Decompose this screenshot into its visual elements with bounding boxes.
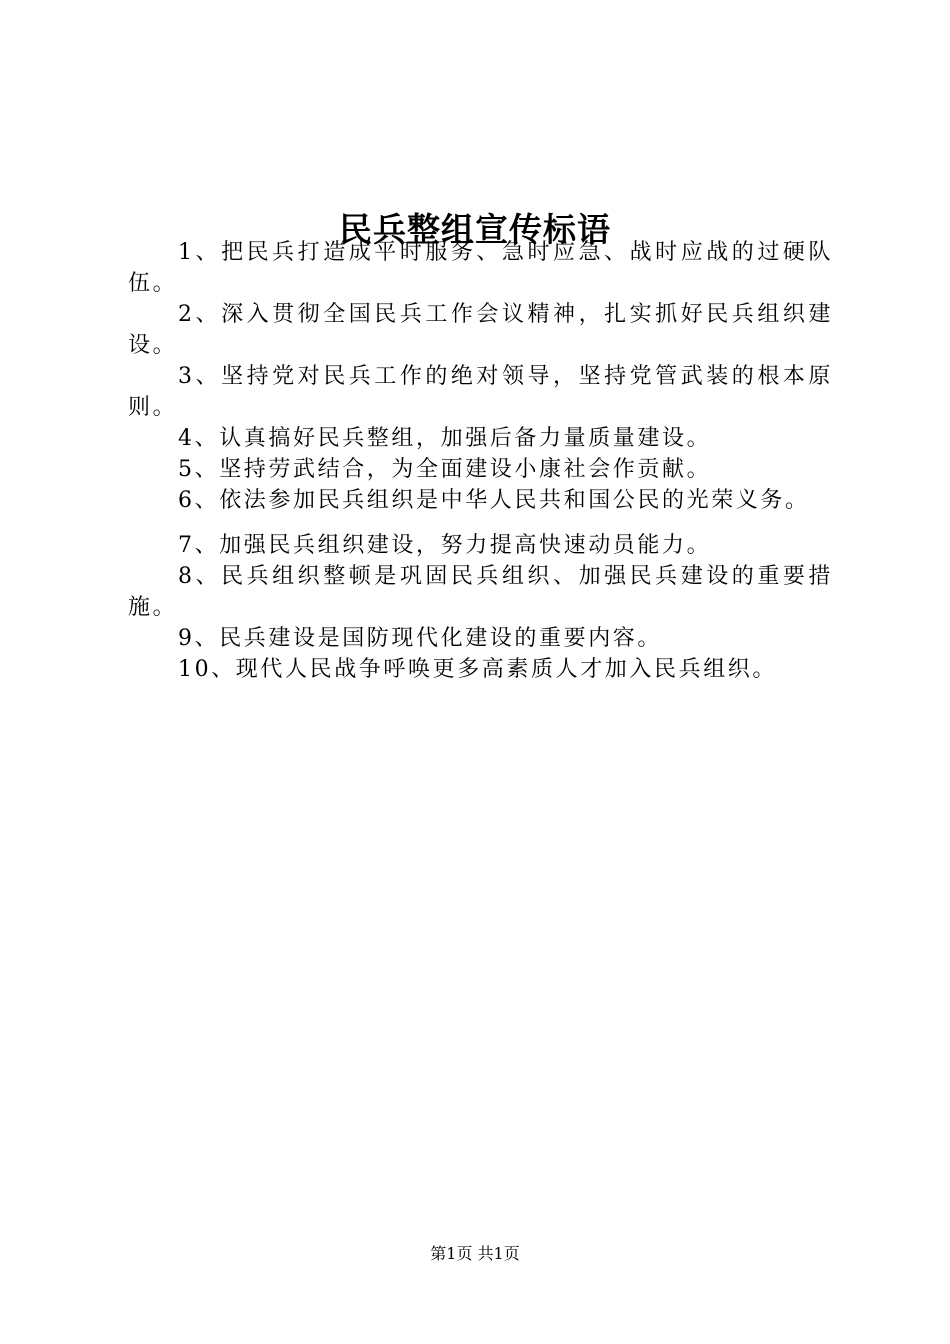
list-item: 8、民兵组织整顿是巩固民兵组织、加强民兵建设的重要措施。 [128, 564, 833, 620]
list-item: 10、现代人民战争呼唤更多高素质人才加入民兵组织。 [178, 657, 777, 682]
page-title: 民兵整组宣传标语 [339, 210, 611, 250]
list-item: 6、依法参加民兵组织是中华人民共和国公民的光荣义务。 [178, 488, 810, 513]
list-item: 9、民兵建设是国防现代化建设的重要内容。 [178, 626, 662, 651]
slogan-list [128, 237, 833, 685]
list-item: 7、加强民兵组织建设，努力提高快速动员能力。 [178, 533, 712, 558]
page-footer: 第1页 共1页 [430, 1244, 520, 1263]
list-item: 4、认真搞好民兵整组，加强后备力量质量建设。 [178, 426, 712, 451]
list-item: 5、坚持劳武结合，为全面建设小康社会作贡献。 [178, 457, 712, 482]
list-item: 1、把民兵打造成平时服务、急时应急、战时应战的过硬队伍。 [128, 240, 833, 296]
list-item: 3、坚持党对民兵工作的绝对领导，坚持党管武装的根本原则。 [128, 364, 833, 420]
list-item: 2、深入贯彻全国民兵工作会议精神，扎实抓好民兵组织建设。 [128, 302, 833, 358]
